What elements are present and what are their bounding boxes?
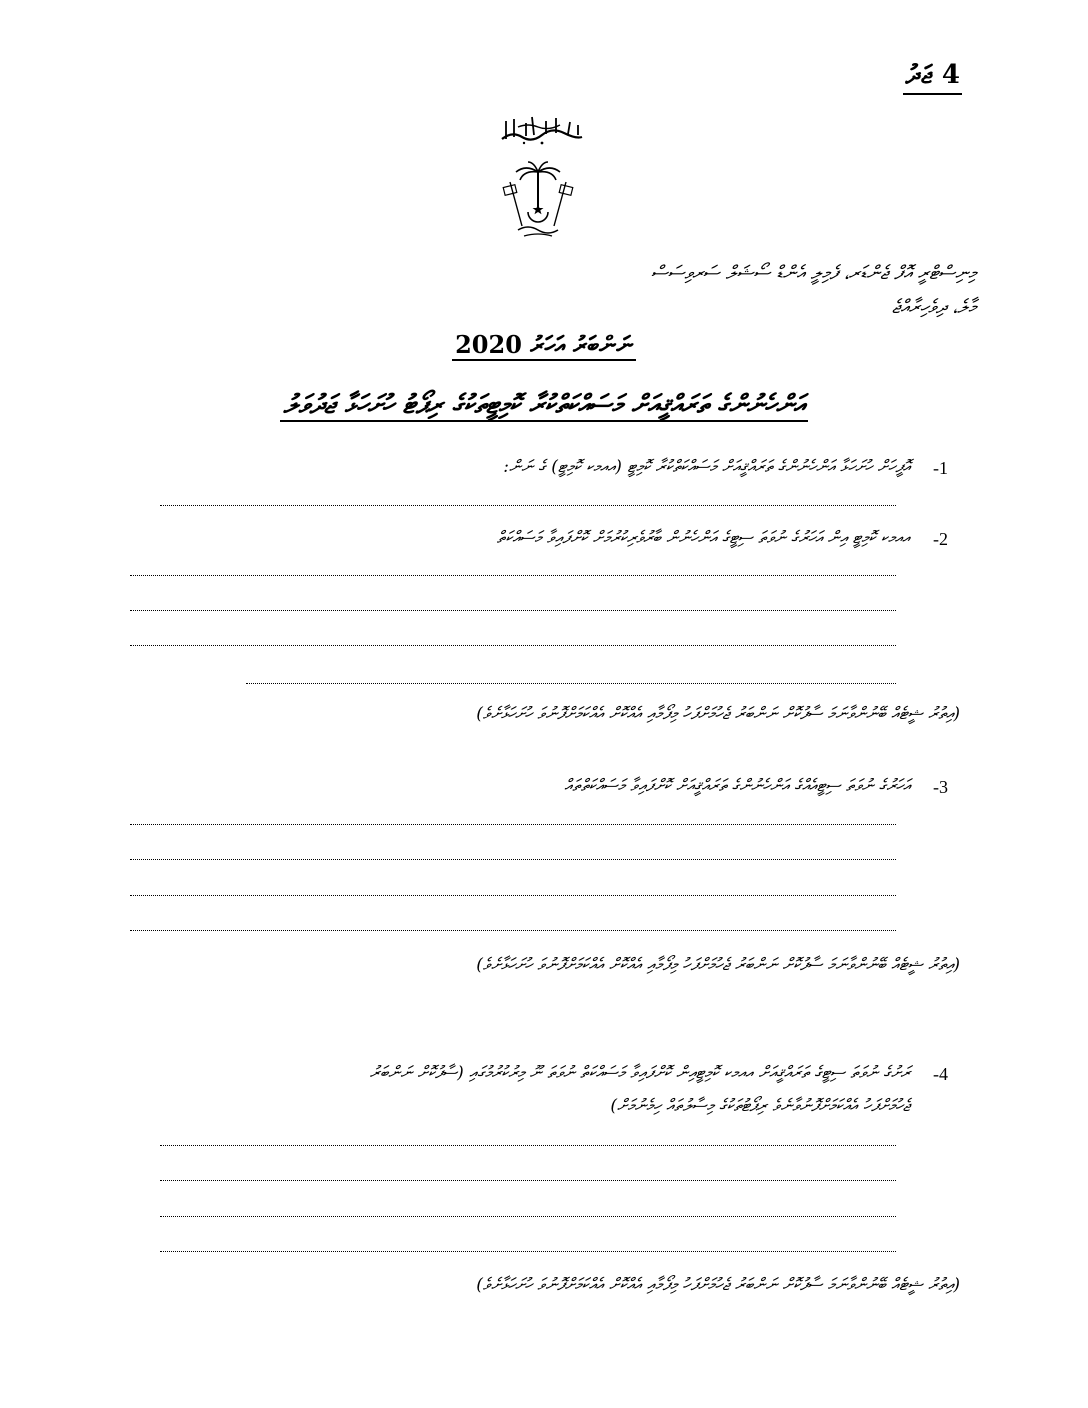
form-number (0, 330, 1088, 359)
question-1-number: -1 (933, 458, 948, 478)
issuing-location: މާލެ، ދިވެހިރާއްޖެ (891, 296, 976, 318)
answer-line-2-2[interactable] (130, 610, 896, 611)
answer-line-4-1[interactable] (160, 1145, 896, 1146)
answer-line-4-3[interactable] (160, 1216, 896, 1217)
bismillah-calligraphy-icon (498, 113, 586, 147)
answer-line-4-4[interactable] (160, 1251, 896, 1252)
issuing-authority: މިނިސްޓްރީ އޮފް ޖެންޑަރ، ފެމިލީ އެންޑް ސޯޝަލް ސަރވިސަސް (650, 262, 976, 284)
answer-line-2-4[interactable] (246, 683, 896, 684)
answer-line-4-2[interactable] (160, 1180, 896, 1181)
maldives-emblem-icon (494, 160, 582, 242)
question-2-note: (އިތުރު ޝީޓެއް ބޭނުންވާނަމަ ސާފުކޮށް ނަންބަރު ޖެހުމަށްފަހު މިފޯމާއި އެއްކޮށް އެއްކަމަށްފޮނުވަ ހުށަހަޅާށެވެ) (476, 704, 960, 724)
question-4-text-line-2: ޖެހުމަށްފަހު އެއްކަމަށްފޮނުވާނެވެ ރިޕޯޓުތަކުގެ މިސާލުތައް ހިމެނުމަށް) (610, 1096, 910, 1116)
question-2-text: އއމކ ކޮމިޓީ އިން އަހަރުގެ ނުވަތަ ސިޓީގެ އަންހެނުން ބާރުވެރިކުރުމަށް ކޮށްފައިވާ މަސައްކަތް (496, 528, 910, 548)
answer-line-2-3[interactable] (130, 645, 896, 646)
answer-line-3-2[interactable] (130, 859, 896, 860)
question-3-text: އަހަރުގެ ނުވަތަ ސިޓީއެއްގެ އަންހެނުންގެ ތަރައްޤީއަށް ކޮށްފައިވާ މަސައްކަތްތައް (564, 776, 910, 796)
question-1-text: އޮފީހަށް ހުށަހަޅާ އަންހެނުންގެ ތަރައްޤީއަށް މަސައްކަތްކުރާ ކޮމިޓީ (އއމކ ކޮމިޓީ) ގެ ނަން: (503, 457, 910, 477)
form-title-text: އަންހެނުންގެ ތަރައްޤީއަށް މަސައްކަތްކުރާ ކޮމިޓީތަކުގެ ރިޕޯޓު ހުށަހަޅާ ޖަދުވަލު (280, 390, 807, 422)
question-2-number: -2 (933, 529, 948, 549)
answer-line-1-1[interactable] (160, 505, 896, 506)
answer-line-3-4[interactable] (130, 930, 896, 931)
question-3-number: -3 (933, 777, 948, 797)
answer-line-2-1[interactable] (130, 575, 896, 576)
question-4-note: (އިތުރު ޝީޓެއް ބޭނުންވާނަމަ ސާފުކޮށް ނަންބަރު ޖެހުމަށްފަހު މިފޯމާއި އެއްކޮށް އެއްކަމަށްފޮނުވަ ހުށަހަޅާށެވެ) (476, 1275, 960, 1295)
answer-line-3-1[interactable] (130, 824, 896, 825)
form-title (0, 390, 1088, 421)
question-4-number: -4 (933, 1064, 948, 1084)
answer-line-3-3[interactable] (130, 895, 896, 896)
form-number-text: ނަންބަރު އަހަރު 2020 (452, 330, 636, 361)
question-4-text-line-1: ރަށުގެ ނުވަތަ ސިޓީގެ ތަރައްޤީއަށް އއމކ ކޮމިޓީއިން ކޮށްފައިވާ މަސައްކަތް ނުވަތަ ނޫ މިރުކުރުމުގައި (ސާފުކޮށް ނަންބަރު (369, 1063, 910, 1083)
question-3-note: (އިތުރު ޝީޓެއް ބޭނުންވާނަމަ ސާފުކޮށް ނަންބަރު ޖެހުމަށްފަހު މިފޯމާއި އެއްކޮށް އެއްކަމަށްފޮނުވަ ހުށަހަޅާށެވެ) (476, 955, 960, 975)
page-label: 4 ޖަދު (903, 60, 962, 95)
